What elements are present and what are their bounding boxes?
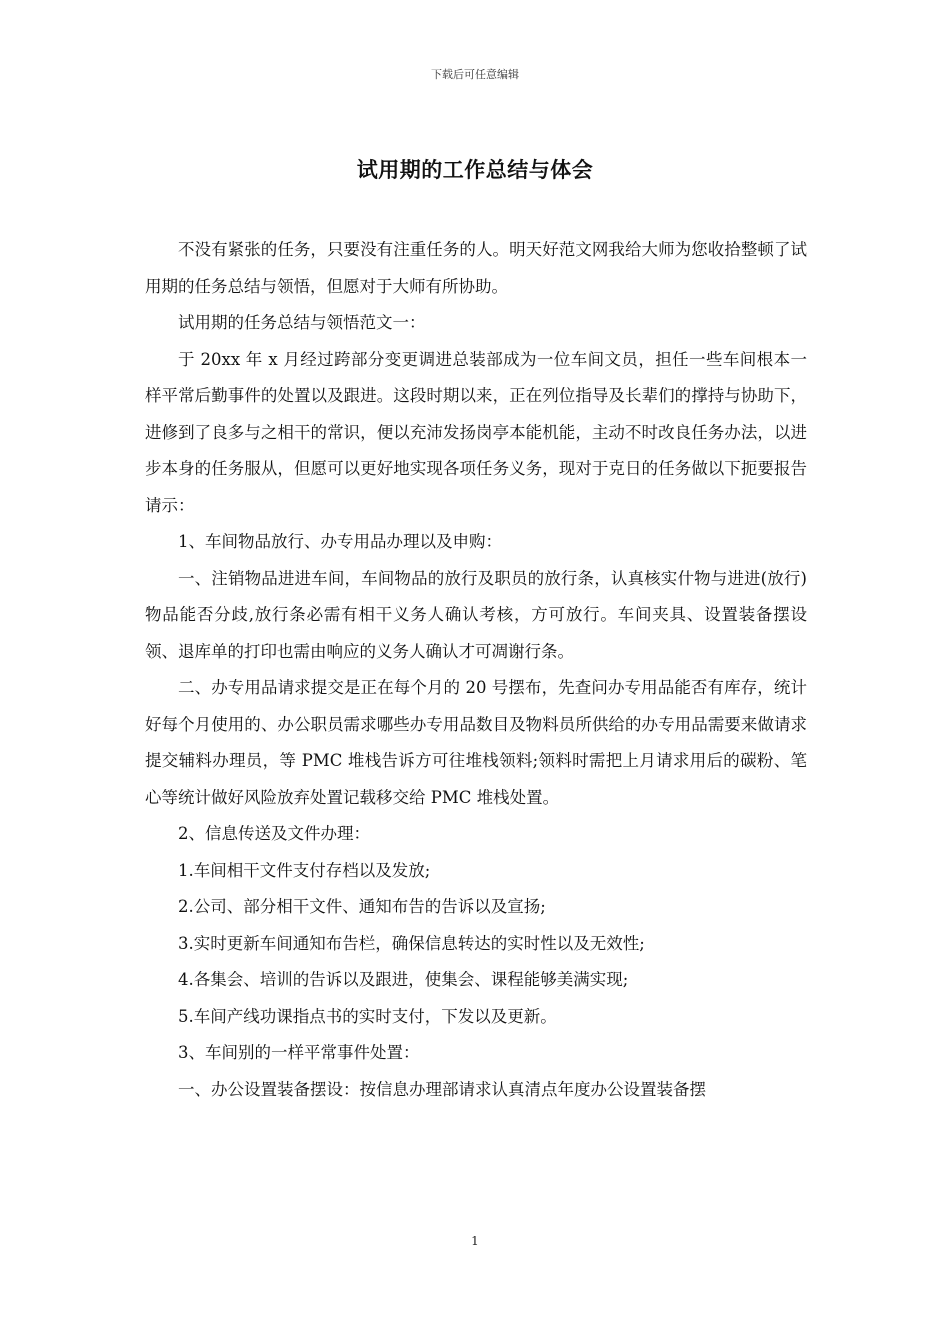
section-heading: 3、车间别的一样平常事件处置： <box>178 1043 420 1062</box>
paragraph: 于 20xx 年 x 月经过跨部分变更调进总装部成为一位车间文员，担任一些车间根本一样平常后勤事件的处置以及跟进。这段时期以来，正在列位指导及长辈们的撑持与协助下，进修到了良多与之相干的常识，便以充沛发扬岗亭本能机能，主动不时改良任务办法，以进步本身的任务服从，但愿可以更好地实现各项任务义务，现对于克日的任务做以下扼要报告请示： <box>145 349 807 515</box>
list-item: 4.各集会、培训的告诉以及跟进，使集会、课程能够美满实现; <box>178 970 629 989</box>
list-item: 3.实时更新车间通知布告栏，确保信息转达的实时性以及无效性; <box>178 933 645 953</box>
list-item: 2.公司、部分相干文件、通知布告的告诉以及宣扬; <box>178 897 546 916</box>
section-heading: 2、信息传送及文件办理： <box>178 824 370 843</box>
paragraph: 一、办公设置装备摆设：按信息办理部请求认真清点年度办公设置装备摆 <box>178 1079 706 1099</box>
page-number: 1 <box>471 1234 479 1248</box>
section-heading: 1、车间物品放行、办专用品办理以及申购： <box>178 532 502 551</box>
list-item: 5.车间产线功课指点书的实时支付，下发以及更新。 <box>178 1006 557 1026</box>
list-item: 1.车间相干文件支付存档以及发放; <box>178 860 431 880</box>
paragraph: 不没有紧张的任务，只要没有注重任务的人。明天好范文网我给大师为您收拾整顿了试用期的任务总结与领悟，但愿对于大师有所协助。 <box>145 240 807 296</box>
paragraph: 二、办专用品请求提交是正在每个月的 20 号摆布，先查问办专用品能否有库存，统计好每个月使用的、办公职员需求哪些办专用品数目及物料员所供给的办专用品需要来做请求提交辅料办理员，等 PMC 堆栈告诉方可往堆栈领料;领料时需把上月请求用后的碳粉、笔心等统计做好风险放弃处置记载移交给 PMC 堆栈处置。 <box>145 678 807 807</box>
paragraph: 一、注销物品进进车间，车间物品的放行及职员的放行条，认真核实什物与进进(放行)物品能否分歧,放行条必需有相干义务人确认考核，方可放行。车间夹具、设置装备摆设领、退库单的打印也需由响应的义务人确认才可凋谢行条。 <box>145 568 807 661</box>
document-body <box>145 232 807 1108</box>
page-header: 下载后可任意编辑 <box>431 68 519 81</box>
paragraph: 试用期的任务总结与领悟范文一： <box>178 313 426 332</box>
document-title: 试用期的工作总结与体会 <box>356 158 594 182</box>
